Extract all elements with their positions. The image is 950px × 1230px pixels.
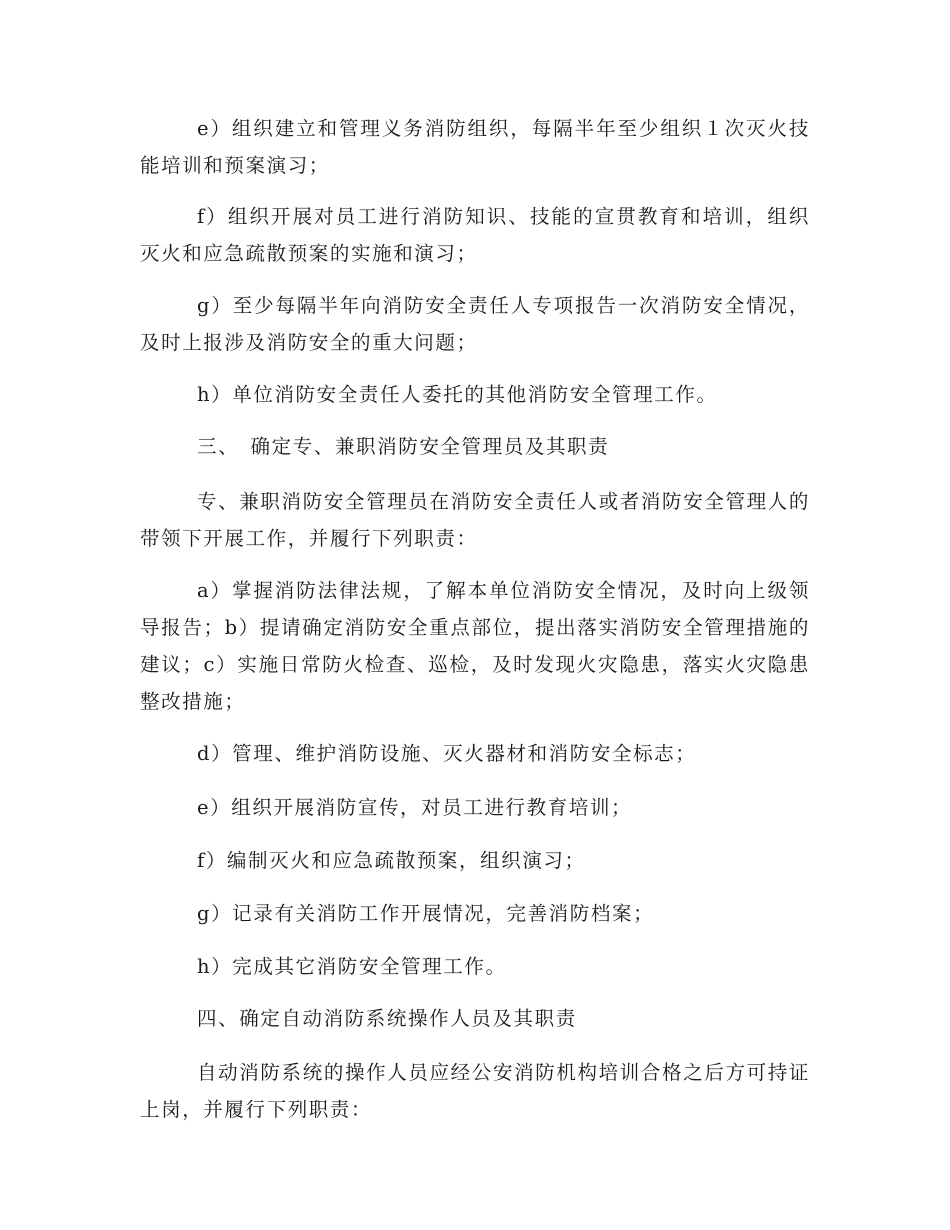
- paragraph-e-promotion: e）组织开展消防宣传，对员工进行教育培训；: [197, 796, 633, 819]
- paragraph-intro-section-4: 自动消防系统的操作人员应经公安消防机构培训合格之后方可持证上岗，并履行下列职责：: [140, 1061, 810, 1121]
- paragraph-e-fire-organization: e）组织建立和管理义务消防组织，每隔半年至少组织１次灭火技能培训和预案演习；: [140, 117, 810, 177]
- paragraph-g-report: g）至少每隔半年向消防安全责任人专项报告一次消防安全情况，及时上报涉及消防安全的重大问题；: [140, 294, 810, 354]
- paragraph-duties-abc: a）掌握消防法律法规，了解本单位消防安全情况，及时向上级领导报告；b）提请确定消防安全重点部位，提出落实消防安全管理措施的建议；c）实施日常防火检查、巡检，及时发现火灾隐患，落实火灾隐患整改措施；: [140, 579, 810, 713]
- section-heading-4: 四、确定自动消防系统操作人员及其职责: [197, 1007, 577, 1030]
- paragraph-intro-section-3: 专、兼职消防安全管理员在消防安全责任人或者消防安全管理人的带领下开展工作，并履行下列职责：: [140, 490, 810, 550]
- paragraph-g-records: g）记录有关消防工作开展情况，完善消防档案；: [197, 902, 655, 925]
- paragraph-h-complete: h）完成其它消防安全管理工作。: [197, 955, 507, 978]
- paragraph-f-training: f）组织开展对员工进行消防知识、技能的宣贯教育和培训，组织灭火和应急疏散预案的实施和演习；: [140, 205, 810, 265]
- section-heading-3: 三、 确定专、兼职消防安全管理员及其职责: [197, 435, 610, 458]
- paragraph-d-maintain: d）管理、维护消防设施、灭火器材和消防安全标志；: [197, 742, 697, 765]
- paragraph-h-other-work: h）单位消防安全责任人委托的其他消防安全管理工作。: [197, 383, 718, 406]
- paragraph-f-plans: f）编制灭火和应急疏散预案，组织演习；: [197, 849, 586, 872]
